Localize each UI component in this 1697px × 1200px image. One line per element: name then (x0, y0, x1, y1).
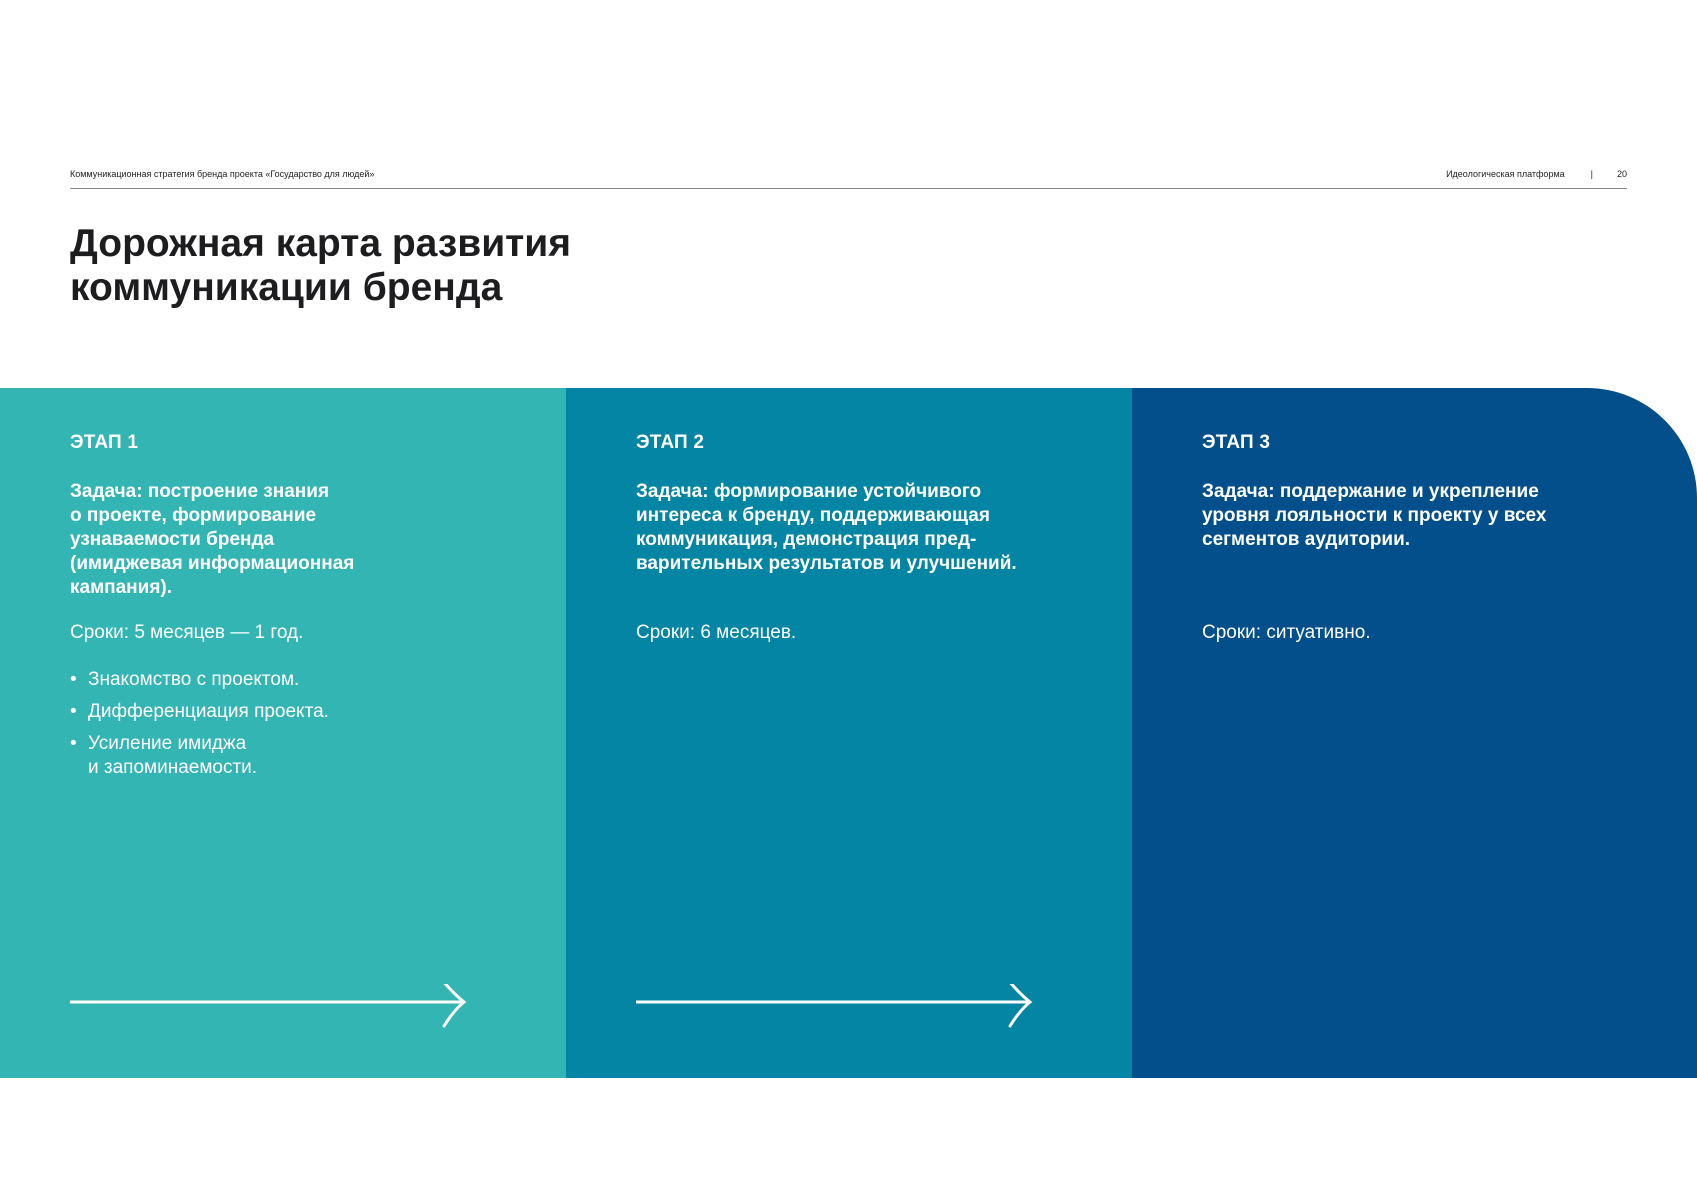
document-title: Коммуникационная стратегия бренда проекта «Государство для людей» (70, 169, 375, 179)
section-name: Идеологическая платформа (1446, 169, 1565, 179)
page-header (70, 168, 1627, 188)
stage-2-panel (566, 388, 1132, 1078)
stage-3-label: ЭТАП 3 (1202, 432, 1271, 453)
bullet-item: • Дифференциация проекта. (70, 700, 490, 724)
arrow-right-icon (636, 984, 1036, 1032)
stage-2-terms: Сроки: 6 месяцев. (636, 622, 797, 643)
bullet-item: • Знакомство с проектом. (70, 668, 490, 692)
stage-2-label: ЭТАП 2 (636, 432, 705, 453)
stage-3-terms: Сроки: ситуативно. (1202, 622, 1371, 643)
stage-2-task: Задача: формирование устойчивого интереса к бренду, поддерживающая коммуникация, демонстрация пред- варительных результатов и улучшений. (636, 481, 1017, 574)
stage-3-task: Задача: поддержание и укрепление уровня лояльности к проекту у всех сегментов аудитории. (1202, 481, 1547, 550)
arrow-right-icon (70, 984, 470, 1032)
header-divider (70, 188, 1627, 189)
stage-1-label: ЭТАП 1 (70, 432, 139, 453)
header-right (1446, 169, 1627, 179)
page-number: 20 (1616, 169, 1627, 179)
stage-1-bullets (70, 668, 490, 788)
stage-1-task: Задача: построение знания о проекте, формирование узнаваемости бренда (имиджевая информационная кампания). (70, 481, 355, 598)
page-title: Дорожная карта развития коммуникации бренда (70, 222, 572, 309)
stage-1-panel (0, 388, 566, 1078)
bullet-item: • Усиление имиджа и запоминаемости. (70, 732, 490, 780)
stage-1-terms: Сроки: 5 месяцев — 1 год. (70, 622, 304, 643)
header-separator: | (1590, 169, 1593, 179)
stage-3-panel (1132, 388, 1697, 1078)
